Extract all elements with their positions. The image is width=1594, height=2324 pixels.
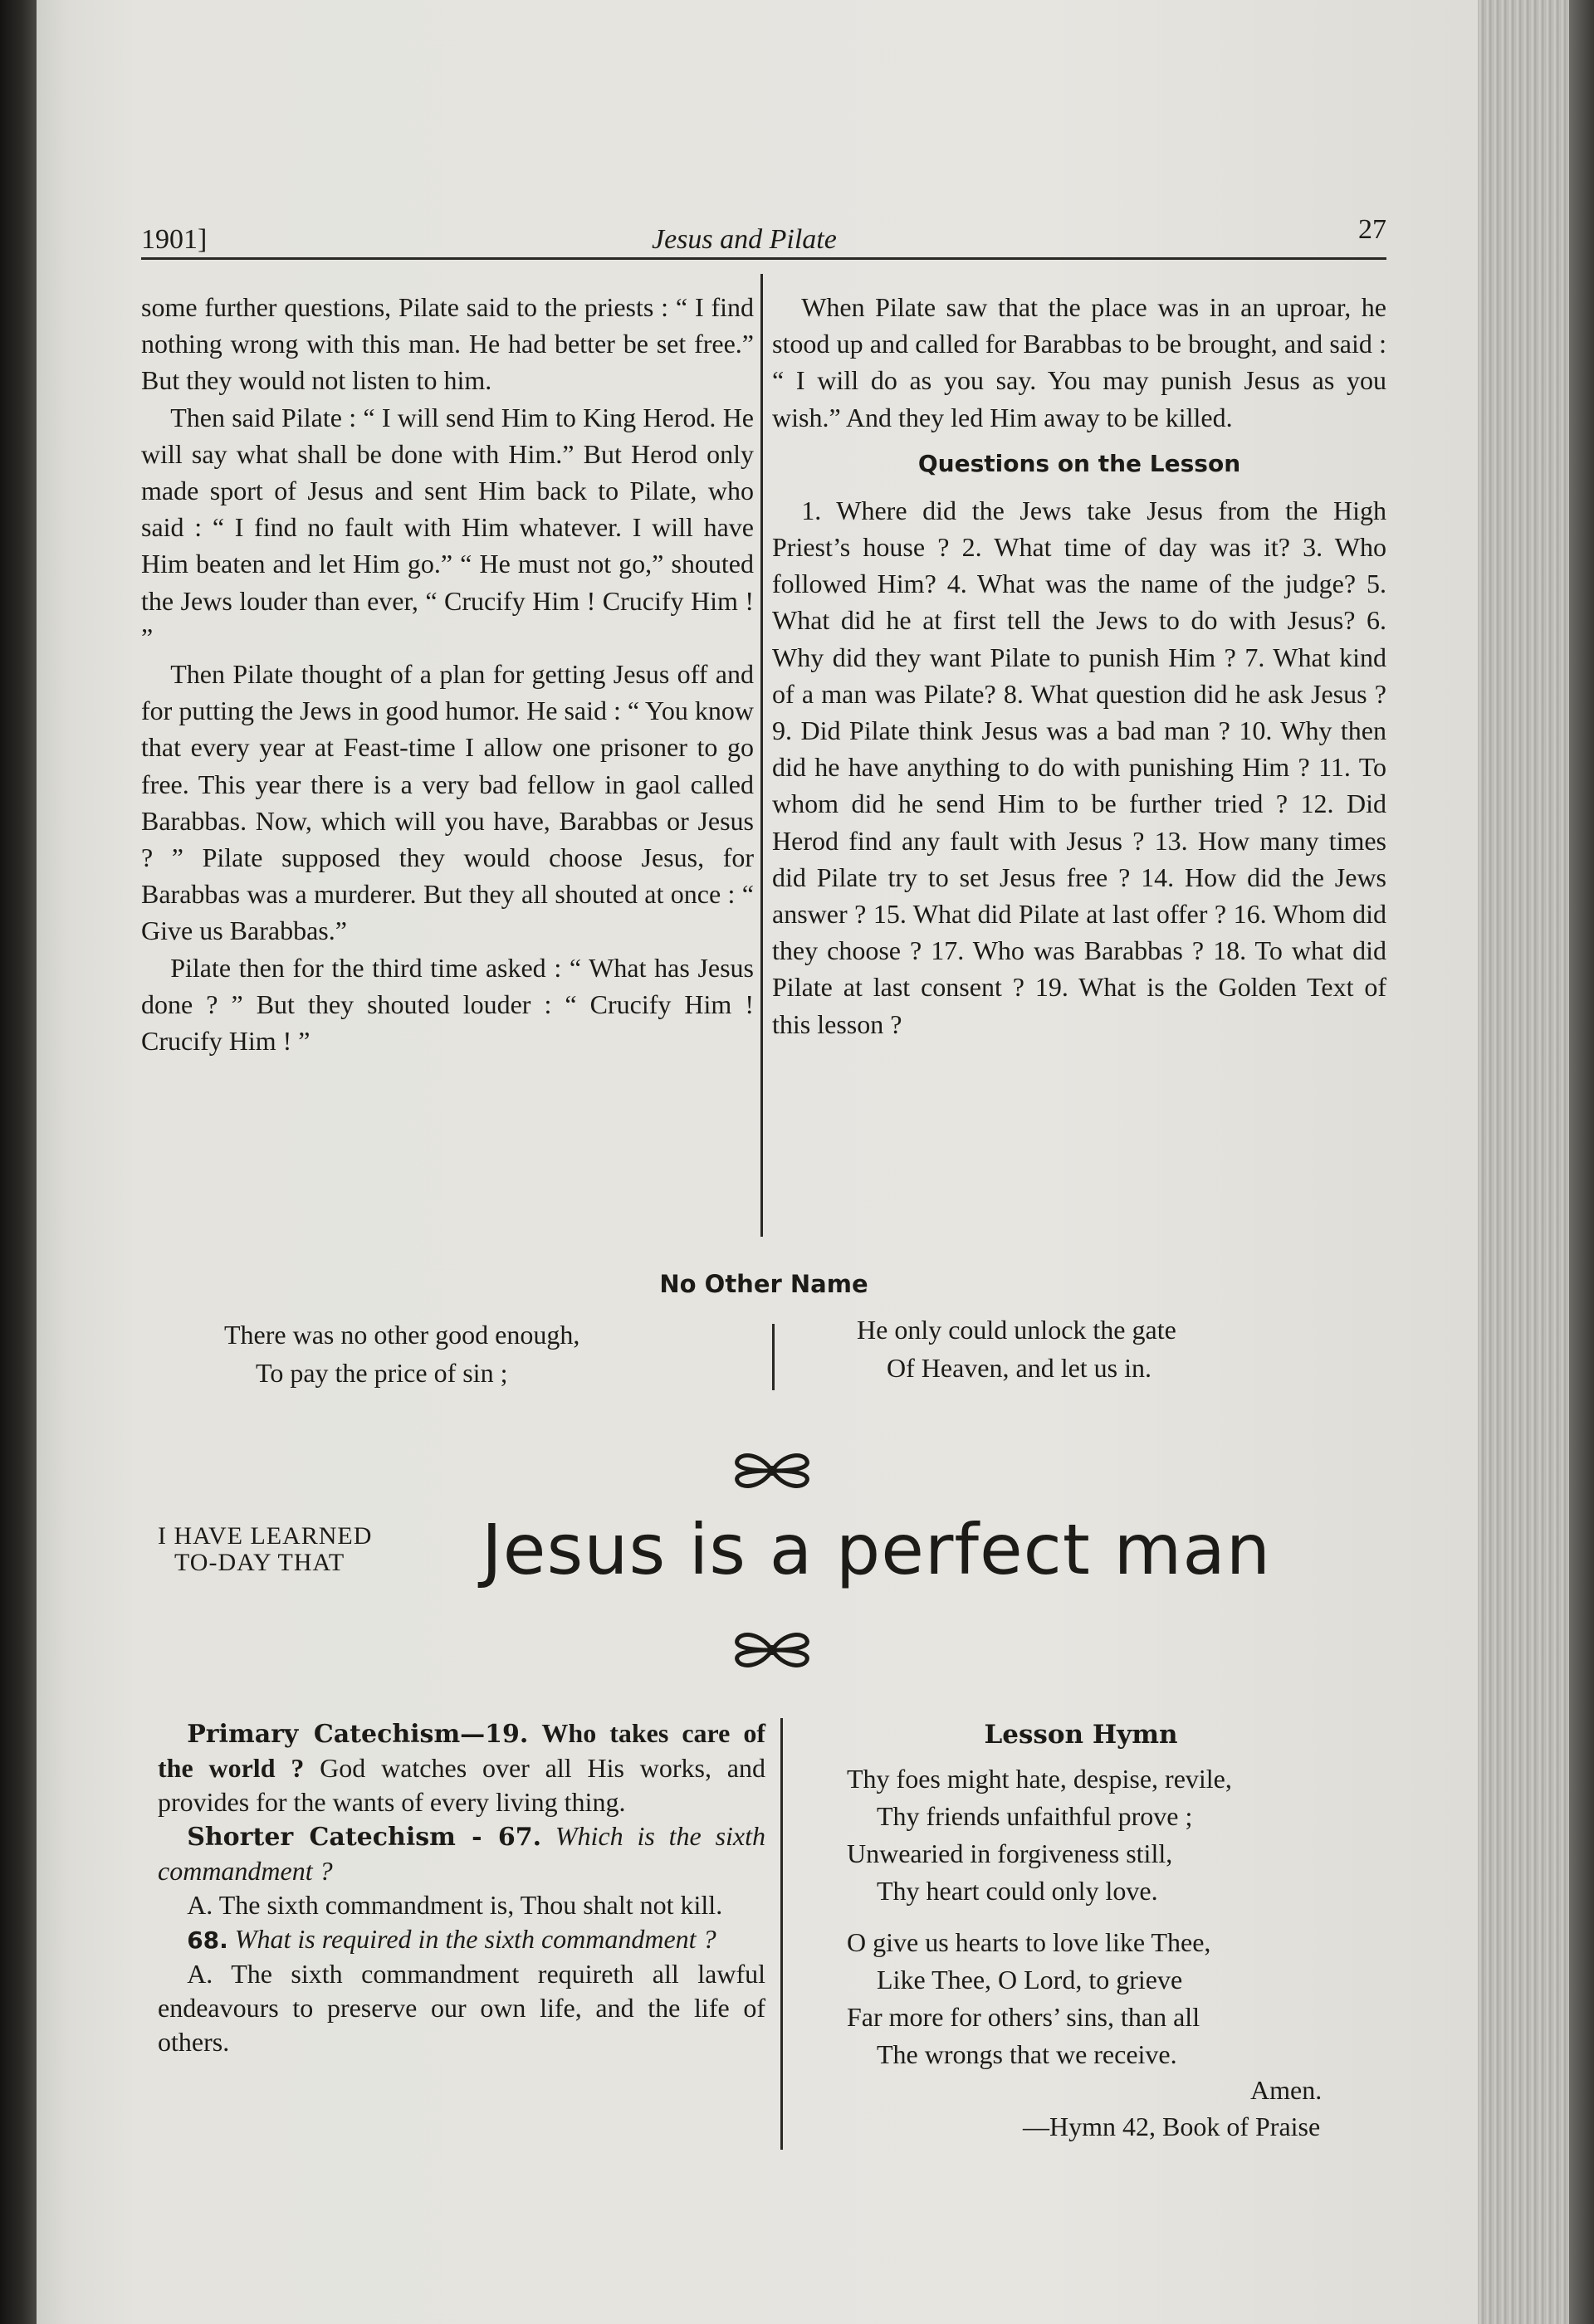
primary-catechism-title: Primary Catechism—19.: [187, 1720, 529, 1749]
learned-label-line: I HAVE LEARNED: [158, 1522, 373, 1550]
question-68-text: What is required in the sixth commandment ?: [234, 1924, 716, 1954]
question-68-number: 68.: [187, 1926, 228, 1954]
column-divider: [760, 274, 763, 1237]
hymn-line: Thy foes might hate, despise, revile,: [847, 1764, 1232, 1794]
answer-68: A. The sixth commandment requireth all lawful endeavours to preserve our own life, and the life of others.: [158, 1959, 765, 2057]
answer-67: A. The sixth commandment is, Thou shalt not kill.: [187, 1890, 723, 1920]
paragraph: some further questions, Pilate said to the priests : “ I find nothing wrong with this man. He had better be set free.” But they would not listen to him.: [141, 292, 754, 396]
page-edges: [1478, 0, 1594, 2324]
hymn-line: Far more for others’ sins, than all: [847, 2002, 1200, 2032]
learned-label-line: TO-DAY THAT: [174, 1549, 345, 1576]
poem-divider: [772, 1324, 775, 1390]
hymn-line: Unwearied in forgiveness still,: [847, 1838, 1173, 1868]
page-number: 27: [1358, 214, 1386, 245]
paragraph: Then Pilate thought of a plan for getting Jesus off and for putting the Jews in good humor. He said : “ You know that every year at Feast-time I allow one prisoner to go free. This year there is a very bad fellow in gaol called Barabbas. Now, which will you have, Barabbas or Jesus ? ” Pilate supposed they would choose Jesus, for Barabbas was a murderer. But they all shouted at once : “ Give us Barabbas.”: [141, 659, 754, 946]
header-year: 1901]: [141, 224, 208, 255]
poem-title: No Other Name: [659, 1270, 868, 1298]
column-divider: [780, 1718, 783, 2150]
hymn-line: O give us hearts to love like Thee,: [847, 1927, 1211, 1957]
hymn-heading: Lesson Hymn: [984, 1720, 1178, 1750]
shorter-catechism: [158, 1819, 765, 1888]
learned-label: [158, 1523, 457, 1576]
poem-line: To pay the price of sin ;: [256, 1358, 508, 1388]
ornament-icon: [731, 1625, 814, 1675]
poem-line: There was no other good enough,: [224, 1320, 580, 1350]
book-spine-shadow: [0, 0, 37, 2324]
poem-line: He only could unlock the gate: [857, 1315, 1176, 1345]
header-rule: [141, 257, 1386, 260]
question-68: [158, 1922, 765, 1957]
primary-catechism: [158, 1716, 765, 1819]
questions-text: 1. Where did the Jews take Jesus from the High Priest’s house ? 2. What time of day was it? 3. Who followed Him? 4. What was the name of the judge? 5. What did he at first tell the Jews to do with Jesus? 6. Why did they want Pilate to punish Him ? 7. What kind of a man was Pilate? 8. What question did he ask Jesus ? 9. Did Pilate think Jesus was a bad man ? 10. Why then did he have anything to do with punishing Him ? 11. To whom did he send Him to be further tried ? 12. Did Herod find any fault with Jesus ? 13. How many times did Pilate try to set Jesus free ? 14. How did the Jews answer ? 15. What did Pilate at last offer ? 16. Whom did they choose ? 17. Who was Barabbas ? 18. To what did Pilate at last consent ? 19. What is the Golden Text of this lesson ?: [772, 495, 1386, 1039]
page-header: [141, 214, 1386, 256]
hymn-line: Thy heart could only love.: [877, 1876, 1158, 1906]
running-title: Jesus and Pilate: [652, 224, 837, 255]
primary-catechism-question: Who takes care of the world ?: [158, 1718, 766, 1783]
questions-heading: Questions on the Lesson: [917, 449, 1241, 477]
hymn-amen: Amen.: [1250, 2075, 1323, 2105]
paragraph: Pilate then for the third time asked : “ What has Jesus done ? ” But they shouted louder : “ Crucify Him ! Crucify Him ! ”: [141, 952, 754, 1057]
paragraph: When Pilate saw that the place was in an uproar, he stood up and called for Barabbas to be brought, and said : “ I will do as you say. You may punish Jesus as you wish.” And they led Him away to be killed.: [772, 292, 1386, 432]
hymn-line: The wrongs that we receive.: [877, 2039, 1177, 2069]
paragraph: Then said Pilate : “ I will send Him to King Herod. He will say what shall be done with Him.” But Herod only made sport of Jesus and sent Him back to Pilate, who said : “ I find no fault with Him whatever. I will have Him beaten and let Him go.” “ He must not go,” shouted the Jews louder than ever, “ Crucify Him ! Crucify Him ! ”: [141, 402, 754, 652]
left-column: [141, 289, 754, 1059]
primary-catechism-answer: God watches over all His works, and provides for the wants of every living thing.: [158, 1753, 765, 1817]
shorter-catechism-title: Shorter Catechism - 67.: [187, 1823, 542, 1852]
hymn-line: Like Thee, O Lord, to grieve: [877, 1965, 1183, 1994]
poem-line: Of Heaven, and let us in.: [887, 1353, 1152, 1383]
shorter-catechism-question: Which is the sixth commandment ?: [158, 1821, 765, 1886]
hymn-line: Thy friends unfaithful prove ;: [877, 1801, 1193, 1831]
learned-statement: Jesus is a perfect man: [482, 1509, 1272, 1590]
catechism-block: [158, 1716, 765, 2059]
ornament-icon: [731, 1446, 814, 1496]
right-column: [772, 289, 1386, 1042]
hymn-attribution: —Hymn 42, Book of Praise: [1023, 2112, 1321, 2141]
